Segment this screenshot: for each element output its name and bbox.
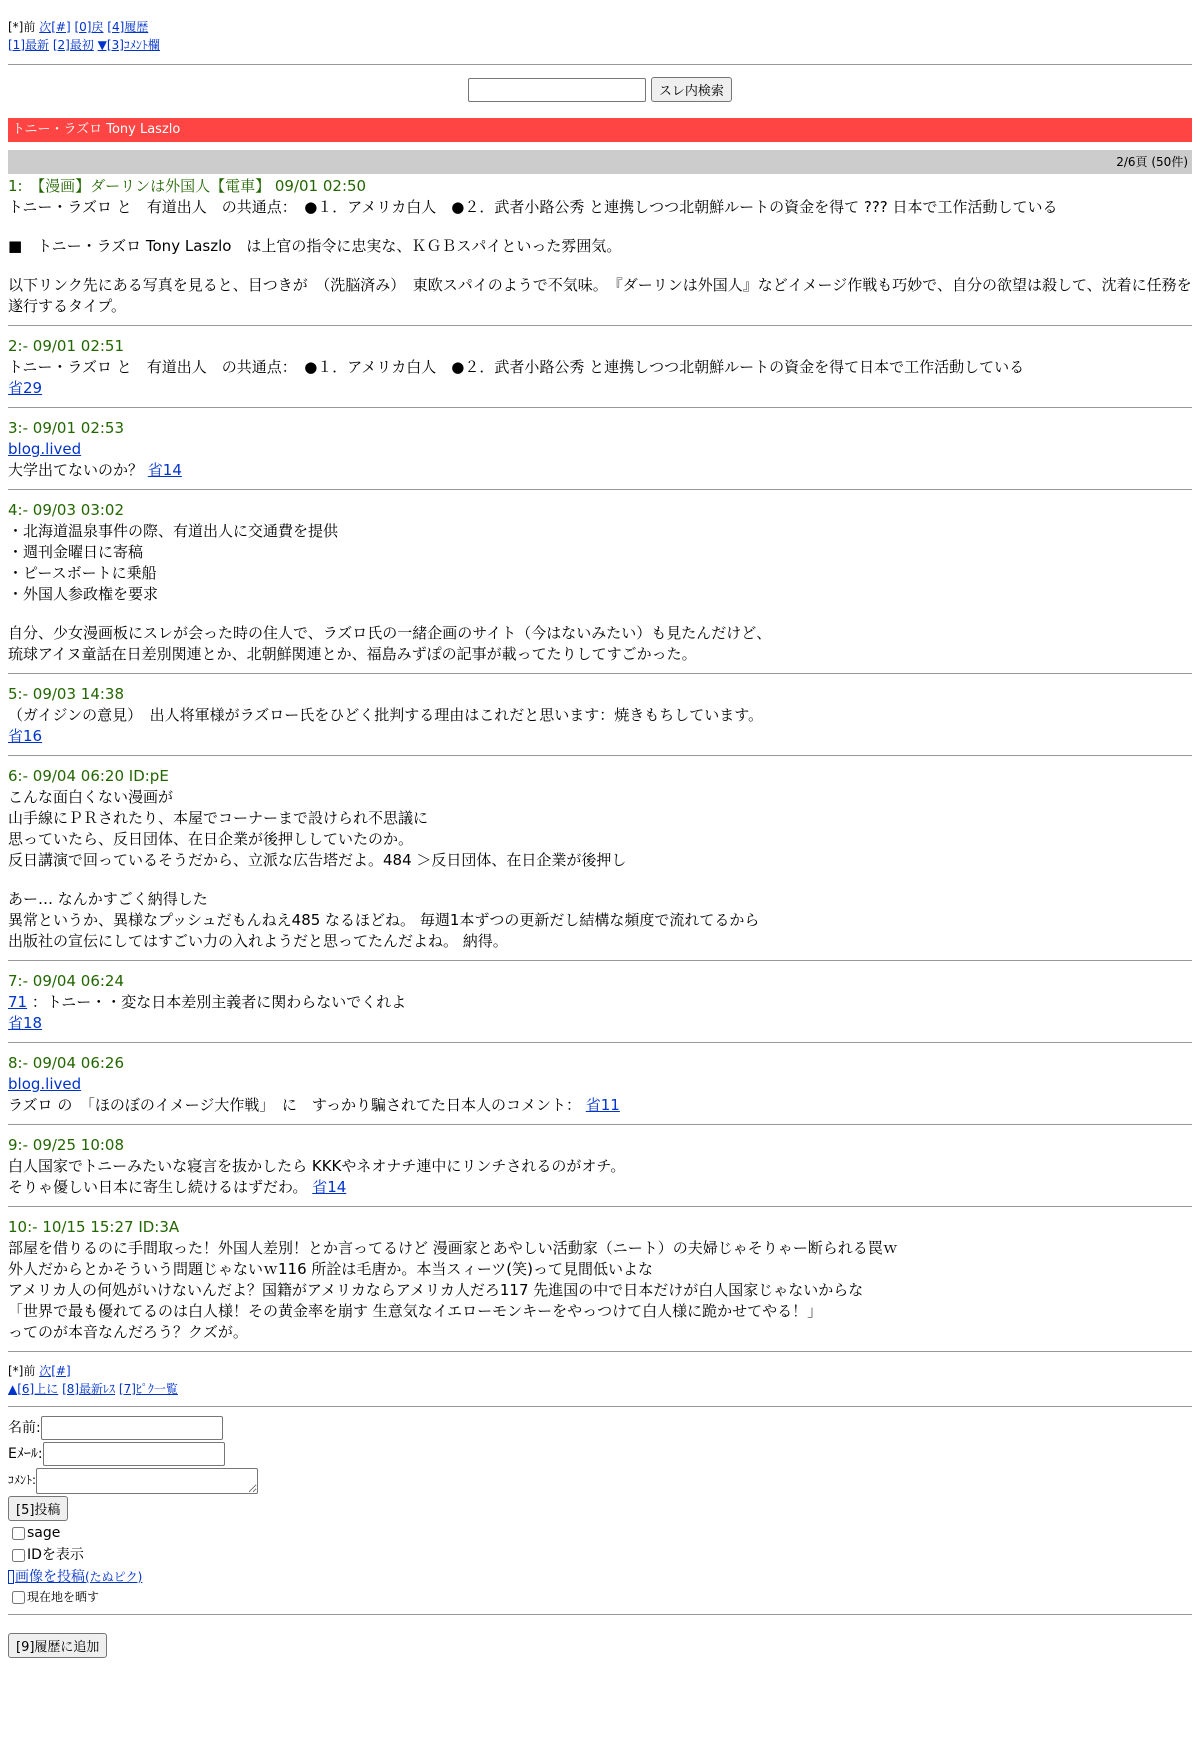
divider	[8, 325, 1192, 326]
bottom-nav-line2	[8, 1380, 1192, 1398]
email-row	[8, 1441, 1192, 1467]
pic-list-link[interactable]: [7]ﾋﾟｸ一覧	[118, 1382, 178, 1396]
omitted-more-link[interactable]: 省14	[147, 461, 182, 479]
post-link[interactable]: blog.lived	[8, 440, 82, 458]
post-line	[8, 257, 1192, 275]
post-list	[8, 174, 1192, 1352]
image-post-row	[8, 1566, 1192, 1588]
post-text: 大学出てないのか？	[8, 461, 144, 479]
divider	[8, 489, 1192, 490]
add-history-row	[8, 1623, 1192, 1678]
email-input[interactable]	[43, 1442, 225, 1466]
post-text: トニー・ラズロ と 有道出人 の共通点： ●１．アメリカ白人 ●２．武者小路公秀 と連携しつつ北朝鮮ルートの資金を得て ??? 日本で工作活動している	[8, 198, 1058, 216]
post-text: ってのが本音なんだろう？クズが。	[8, 1323, 248, 1341]
post-text: そりゃ優しい日本に寄生し続けるはずだわ。	[8, 1178, 308, 1196]
first-link[interactable]: [2]最初	[52, 38, 94, 52]
post-line	[8, 563, 1192, 584]
post-text: こんな面白くない漫画が	[8, 788, 174, 806]
post-body	[8, 992, 1192, 1013]
name-row	[8, 1415, 1192, 1441]
post-line	[8, 992, 1192, 1013]
post-header: 7:- 09/04 06:24	[8, 972, 125, 990]
divider	[8, 1614, 1192, 1615]
post-body	[8, 460, 1192, 481]
post-line	[8, 521, 1192, 542]
post-line	[8, 1177, 1192, 1198]
post-line	[8, 1095, 1192, 1116]
post-line	[8, 623, 1192, 644]
post	[8, 1051, 1192, 1116]
image-post-sub-link[interactable]: (たぬピク)	[85, 1570, 143, 1584]
post-line	[8, 910, 1192, 931]
post-header: 8:- 09/04 06:26	[8, 1054, 125, 1072]
omitted-more-link[interactable]: 省29	[8, 379, 43, 397]
post-text: 出版社の宣伝にしてはすごい力の入れようだと思ってたんだよね。 納得。	[8, 932, 508, 950]
post-line	[8, 787, 1192, 808]
post-line	[8, 605, 1192, 623]
post-text: ：トニー・・変な日本差別主義者に関わらないでくれよ	[31, 993, 407, 1011]
post-line	[8, 705, 1192, 726]
comment-row	[8, 1467, 1192, 1495]
post-header: 1: 【漫画】ダーリンは外国人【電車】 09/01 02:50	[8, 177, 367, 195]
show-id-checkbox[interactable]	[12, 1549, 25, 1562]
latest-link[interactable]: [1]最新	[8, 38, 49, 52]
post-line	[8, 1259, 1192, 1280]
post-line	[8, 1322, 1192, 1343]
post-text: （ガイジンの意見） 出人将軍様がラズロー氏をひどく批判する理由はこれだと思います：焼きもちしています。	[8, 706, 764, 724]
post	[8, 1215, 1192, 1343]
image-post-link[interactable]: 画像を投稿	[15, 1569, 85, 1585]
post-text: 外人だからとかそういう問題じゃないｗ116 所詮は毛唐か。本当スィーツ(笑)って見間低いよな	[8, 1260, 653, 1278]
post-line	[8, 236, 1192, 257]
divider	[8, 1206, 1192, 1207]
bottom-nav-line1	[8, 1362, 1192, 1380]
comment-anchor-link[interactable]: ▼[3]ｺﾒﾝﾄ欄	[97, 38, 160, 52]
post-header: 5:- 09/03 14:38	[8, 685, 125, 703]
comment-textarea[interactable]	[36, 1468, 258, 1494]
divider	[8, 407, 1192, 408]
omitted-more-link[interactable]: 省16	[8, 727, 43, 745]
post-line	[8, 931, 1192, 952]
post-link-row	[8, 1074, 1192, 1095]
post	[8, 764, 1192, 952]
top-nav	[8, 8, 1192, 56]
top-nav-line1	[8, 18, 1192, 36]
post-body	[8, 197, 1192, 317]
post-header: 10:- 10/15 15:27 ID:3A	[8, 1218, 180, 1236]
post-text: 山手線にＰＲされたり、本屋でコーナーまで設けられ不思議に	[8, 809, 429, 827]
next-link-bottom[interactable]: 次[#]	[39, 1364, 71, 1378]
post-line	[8, 1238, 1192, 1259]
post-line	[8, 275, 1192, 317]
post-text: ラズロ の 「ほのぼのイメージ大作戦」 に すっかり騙されてた日本人のコメント：	[8, 1096, 581, 1114]
sage-checkbox[interactable]	[12, 1527, 25, 1540]
divider	[8, 64, 1192, 65]
post-line	[8, 644, 1192, 665]
post-line	[8, 889, 1192, 910]
post-body	[8, 521, 1192, 665]
post-header: 4:- 09/03 03:02	[8, 501, 125, 519]
show-id-label: IDを表示	[27, 1547, 84, 1563]
post-link[interactable]: blog.lived	[8, 1075, 82, 1093]
post-text: 自分、少女漫画板にスレが会った時の住人で、ラズロ氏の一緒企画のサイト（今はないみたい）も見たんだけど、	[8, 624, 772, 642]
post	[8, 416, 1192, 481]
post-text: ・北海道温泉事件の際、有道出人に交通費を提供	[8, 522, 339, 540]
comment-label: ｺﾒﾝﾄ:	[8, 1473, 37, 1487]
post-line	[8, 829, 1192, 850]
divider	[8, 1124, 1192, 1125]
page-indicator: 2/6頁 (50件)	[8, 150, 1192, 174]
post-line	[8, 1280, 1192, 1301]
omitted-more-link[interactable]: 省14	[312, 1178, 347, 1196]
submit-button[interactable]: [5]投稿	[8, 1496, 68, 1521]
post-form	[8, 1415, 1192, 1606]
post-text: ・週刊金曜日に寄稿	[8, 543, 144, 561]
post-line	[8, 808, 1192, 829]
divider	[8, 960, 1192, 961]
post	[8, 1133, 1192, 1198]
post-text: ・外国人参政権を要求	[8, 585, 159, 603]
top-nav-line2	[8, 36, 1192, 54]
post-line	[8, 357, 1192, 378]
post-line	[8, 584, 1192, 605]
divider	[8, 1406, 1192, 1407]
add-history-button[interactable]: [9]履歴に追加	[8, 1633, 107, 1658]
divider	[8, 755, 1192, 756]
post-link-row	[8, 439, 1192, 460]
post-text: 以下リンク先にある写真を見ると、目つきが （洗脳済み） 東欧スパイのようで不気味。 『ダーリンは外国人』などイメージ作戦も巧妙で、自分の欲望は殺して、沈着に任務を遂行するタイプ。	[8, 276, 1192, 315]
sage-row	[8, 1522, 1192, 1544]
next-link[interactable]: 次[#]	[39, 20, 71, 34]
post-body	[8, 705, 1192, 726]
post-text: アメリカ人の何処がいけないんだよ？国籍がアメリカならアメリカ人だろ117 先進国の中で日本だけが白人国家じゃないからな	[8, 1281, 864, 1299]
omitted-row	[8, 1013, 1192, 1034]
post-line	[8, 542, 1192, 563]
name-label: 名前:	[8, 1420, 41, 1436]
divider	[8, 1042, 1192, 1043]
search-button[interactable]: スレ内検索	[651, 77, 732, 102]
post-text: トニー・ラズロ と 有道出人 の共通点： ●１．アメリカ白人 ●２．武者小路公秀 と連携しつつ北朝鮮ルートの資金を得て日本で工作活動している	[8, 358, 1025, 376]
search-bar	[8, 73, 1192, 116]
history-link[interactable]: [4]履歴	[107, 20, 149, 34]
post	[8, 682, 1192, 747]
show-id-row	[8, 1544, 1192, 1566]
omitted-row	[8, 378, 1192, 399]
post-body	[8, 787, 1192, 952]
post-header: 3:- 09/01 02:53	[8, 419, 125, 437]
image-icon	[8, 1570, 14, 1584]
to-top-link[interactable]: ▲[6]上に	[8, 1382, 59, 1396]
post-text: ■ トニー・ラズロ Tony Laszlo は上官の指令に忠実な、ＫＧＢスパイといった雰囲気。	[8, 237, 622, 255]
back-link[interactable]: [0]戻	[74, 20, 104, 34]
post	[8, 498, 1192, 665]
location-label: 現在地を晒す	[27, 1590, 100, 1604]
post-text: 思っていたら、反日団体、在日企業が後押ししていたのか。	[8, 830, 414, 848]
post-text: 反日講演で回っているそうだから、立派な広告塔だよ。484 ＞反日団体、在日企業が後押し	[8, 851, 627, 869]
post	[8, 334, 1192, 399]
post-text: ・ピースボートに乗船	[8, 564, 157, 582]
post-header: 6:- 09/04 06:20 ID:pE	[8, 767, 169, 785]
post-header: 9:- 09/25 10:08	[8, 1136, 125, 1154]
prev-label: [*]前	[8, 20, 36, 34]
sage-label: sage	[27, 1525, 61, 1541]
post-body	[8, 357, 1192, 378]
post-line	[8, 197, 1192, 218]
location-checkbox[interactable]	[12, 1591, 25, 1604]
email-label: Eﾒｰﾙ:	[8, 1446, 43, 1462]
post-text: 琉球アイヌ童話在日差別関連とか、北朝鮮関連とか、福島みずぽの記事が載ってたりしてすごかった。	[8, 645, 697, 663]
post	[8, 969, 1192, 1034]
thread-title: トニー・ラズロ Tony Laszlo	[8, 118, 1192, 142]
omitted-more-link[interactable]: 省11	[585, 1096, 620, 1114]
omitted-more-link[interactable]: 省18	[8, 1014, 43, 1032]
post-line	[8, 871, 1192, 889]
name-input[interactable]	[41, 1416, 223, 1440]
submit-row	[8, 1495, 1192, 1522]
post-body	[8, 1156, 1192, 1198]
location-row	[8, 1588, 1192, 1606]
search-input[interactable]	[468, 78, 646, 102]
latest-res-link[interactable]: [8]最新ﾚｽ	[62, 1382, 116, 1396]
post-header: 2:- 09/01 02:51	[8, 337, 125, 355]
reply-anchor-link[interactable]: 71	[8, 993, 28, 1011]
bottom-nav	[8, 1360, 1192, 1398]
post-body	[8, 1095, 1192, 1116]
post	[8, 174, 1192, 317]
post-line	[8, 1156, 1192, 1177]
post-text: あー… なんかすごく納得した	[8, 890, 208, 908]
post-text: 異常というか、異様なプッシュだもんねえ485 なるほどね。 毎週1本ずつの更新だし結構な頻度で流れてるから	[8, 911, 760, 929]
prev-label-bottom: [*]前	[8, 1364, 36, 1378]
post-body	[8, 1238, 1192, 1343]
post-text: 「世界で最も優れてるのは白人様！その黄金率を崩す 生意気なイエローモンキーをやっつけて白人様に跪かせてやる！」	[8, 1302, 823, 1320]
divider	[8, 673, 1192, 674]
post-line	[8, 850, 1192, 871]
post-text: 部屋を借りるのに手間取った！外国人差別！とか言ってるけど 漫画家とあやしい活動家（ニート）の夫婦じゃそりゃー断られる罠ｗ	[8, 1239, 898, 1257]
post-line	[8, 460, 1192, 481]
divider	[8, 1351, 1192, 1352]
post-text: 白人国家でトニーみたいな寝言を抜かしたら KKKやネオナチ連中にリンチされるのがオチ。	[8, 1157, 626, 1175]
post-line	[8, 218, 1192, 236]
omitted-row	[8, 726, 1192, 747]
post-line	[8, 1301, 1192, 1322]
